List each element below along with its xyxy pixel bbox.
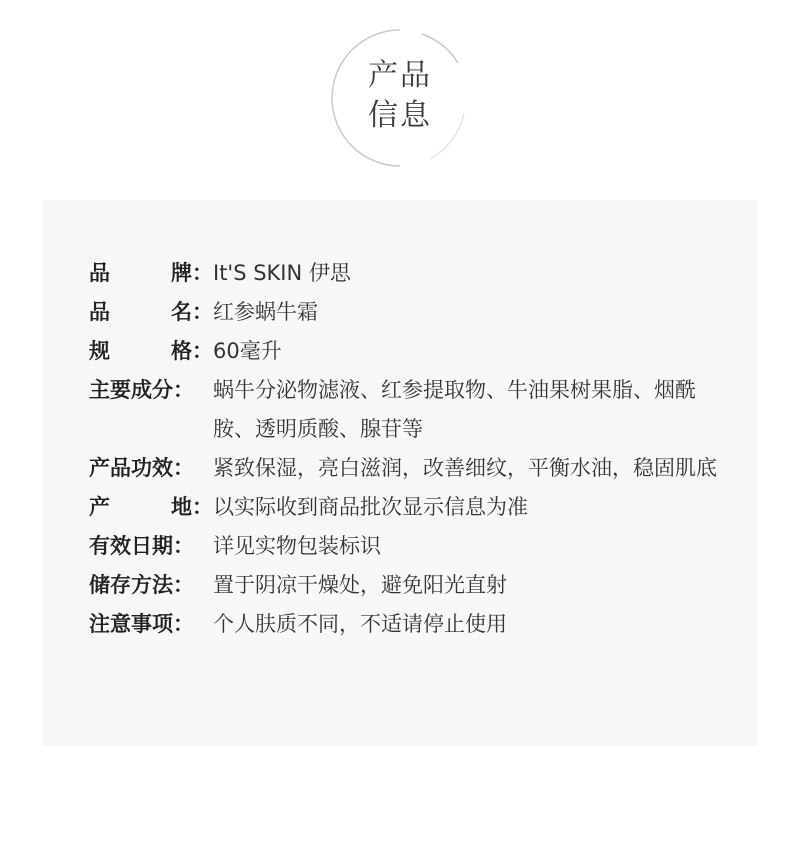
info-value: 详见实物包装标识 [213, 534, 381, 558]
label-char: 产 [89, 495, 110, 519]
info-row-origin [89, 488, 729, 527]
info-label: 注意事项： [89, 612, 194, 636]
info-row-ingredients [89, 371, 729, 449]
product-info-list [89, 254, 729, 644]
label-char: 牌： [171, 261, 213, 285]
label-char: 名： [171, 300, 213, 324]
info-row-name [89, 293, 729, 332]
info-label: 有效日期： [89, 534, 194, 558]
label-char: 格： [171, 339, 213, 363]
section-title-line1: 产品 [368, 58, 432, 93]
info-label [89, 254, 213, 293]
info-row-effects [89, 449, 729, 488]
section-title-line2: 信息 [368, 98, 432, 133]
info-row-spec [89, 332, 729, 371]
label-char: 地： [171, 495, 213, 519]
info-row-expiry [89, 527, 729, 566]
label-char: 品 [89, 300, 110, 324]
info-row-notes [89, 605, 729, 644]
info-value: 个人肤质不同，不适请停止使用 [213, 612, 507, 636]
info-label: 储存方法： [89, 573, 194, 597]
label-char: 规 [89, 339, 110, 363]
info-value: It'S SKIN 伊思 [213, 261, 351, 285]
info-value: 60毫升 [213, 339, 282, 363]
section-title [340, 56, 460, 136]
info-row-brand [89, 254, 729, 293]
label-char: 品 [89, 261, 110, 285]
info-value: 以实际收到商品批次显示信息为准 [213, 495, 528, 519]
info-value: 紧致保湿，亮白滋润，改善细纹，平衡水油，稳固肌底 [213, 456, 717, 480]
info-label [89, 332, 213, 371]
info-value: 置于阴凉干燥处，避免阳光直射 [213, 573, 507, 597]
product-info-panel [43, 200, 757, 746]
info-value: 红参蜗牛霜 [213, 300, 318, 324]
section-header [0, 0, 800, 180]
info-label [89, 293, 213, 332]
info-row-storage [89, 566, 729, 605]
info-label: 主要成分： [89, 378, 194, 402]
info-value: 蜗牛分泌物滤液、红参提取物、牛油果树果脂、烟酰胺、透明质酸、腺苷等 [213, 378, 696, 441]
info-label: 产品功效： [89, 456, 194, 480]
info-label [89, 488, 213, 527]
